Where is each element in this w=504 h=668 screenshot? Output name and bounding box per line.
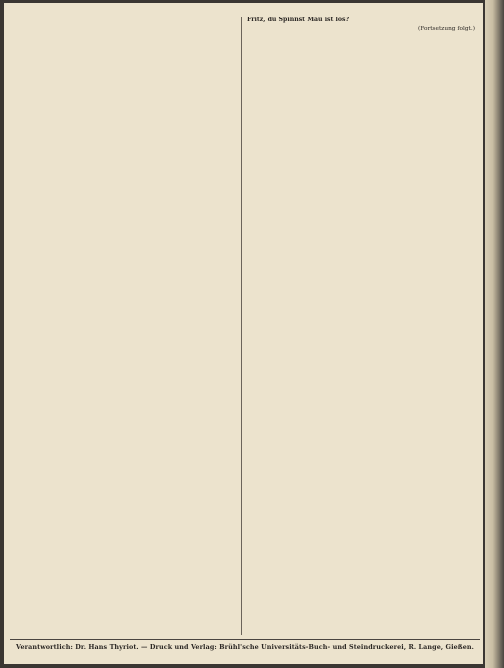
adjacent-page-edge — [485, 0, 504, 668]
right-text-column — [247, 17, 475, 635]
newspaper-page — [4, 3, 483, 664]
left-text-column — [14, 17, 236, 635]
section-heading: Fritz, du Spinnst Mau ist los? — [247, 17, 350, 23]
continuation-note: (Fortsetzung folgt.) — [417, 25, 475, 32]
footer-rule — [10, 639, 480, 640]
footer-imprint: Verantwortlich: Dr. Hans Thyriot. — Druck und Verlag: Brühl'sche Universitäts-Buch- und Steindruckerei, R. Lange, Gießen. — [16, 643, 474, 651]
column-divider — [241, 17, 242, 635]
